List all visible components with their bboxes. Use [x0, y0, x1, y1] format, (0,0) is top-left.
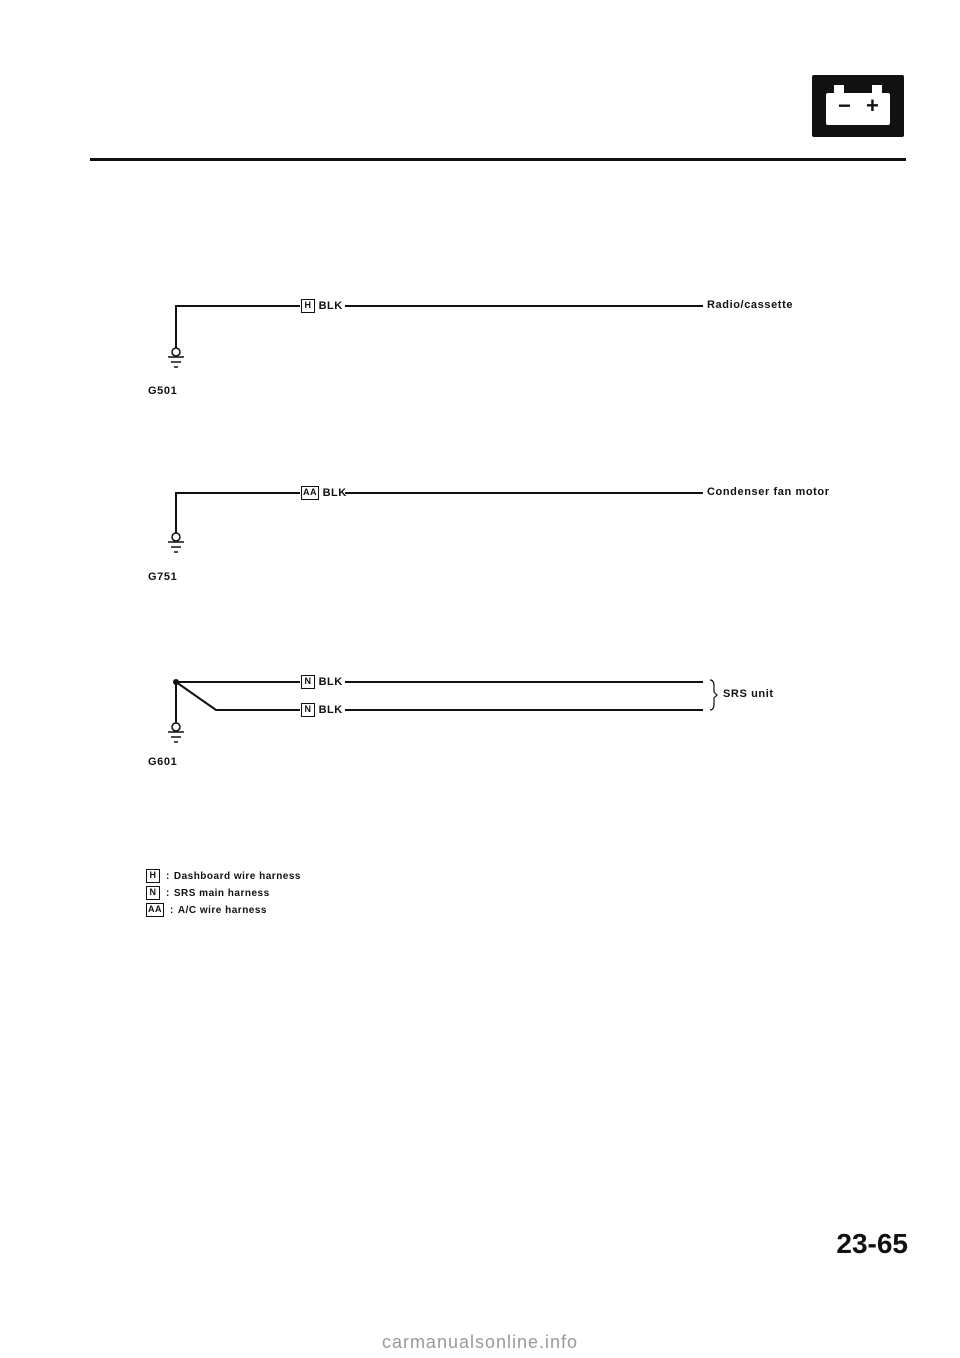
legend-row	[146, 902, 301, 919]
wire-color: BLK	[318, 299, 343, 312]
legend-separator: :	[170, 905, 174, 916]
legend-row	[146, 885, 301, 902]
footer-watermark: carmanualsonline.info	[381, 1332, 579, 1352]
harness-code-box: N	[301, 703, 315, 717]
ground-symbol-g751	[168, 533, 184, 552]
component-condenser-fan-motor: Condenser fan motor	[707, 486, 830, 498]
legend-row	[146, 868, 301, 885]
ground-symbol-g601	[168, 723, 184, 742]
wire-color: BLK	[318, 675, 343, 688]
ground-label-g751: G751	[148, 571, 178, 583]
battery-minus-sign: −	[838, 93, 851, 118]
harness-code-box: N	[301, 675, 315, 689]
component-srs-unit: SRS unit	[723, 688, 774, 700]
legend-description: SRS main harness	[173, 888, 270, 899]
legend-code-box: H	[146, 869, 160, 883]
harness-code-box: H	[301, 299, 315, 313]
circuit-g751-wiring	[168, 493, 703, 552]
component-radio-cassette: Radio/cassette	[707, 299, 794, 311]
wire-color: BLK	[322, 486, 347, 499]
legend-description: Dashboard wire harness	[173, 871, 301, 882]
legend-separator: :	[166, 888, 170, 899]
battery-plus-sign: +	[866, 93, 879, 118]
harness-legend	[146, 868, 301, 919]
wire-label-circuit-1	[301, 299, 343, 313]
ground-symbol-g501	[168, 348, 184, 367]
legend-code-box: AA	[146, 903, 164, 917]
wire-label-circuit-3b	[301, 703, 343, 717]
wire-label-circuit-2	[301, 486, 347, 500]
wire-label-circuit-3a	[301, 675, 343, 689]
ground-label-g601: G601	[148, 756, 178, 768]
legend-description: A/C wire harness	[177, 905, 267, 916]
circuit-g601-wiring	[168, 679, 717, 742]
circuit-g501-wiring	[168, 306, 703, 367]
ground-label-g501: G501	[148, 385, 178, 397]
legend-separator: :	[166, 871, 170, 882]
harness-code-box: AA	[301, 486, 319, 500]
wire-color: BLK	[318, 703, 343, 716]
page-number: 23-65	[836, 1228, 908, 1259]
legend-code-box: N	[146, 886, 160, 900]
